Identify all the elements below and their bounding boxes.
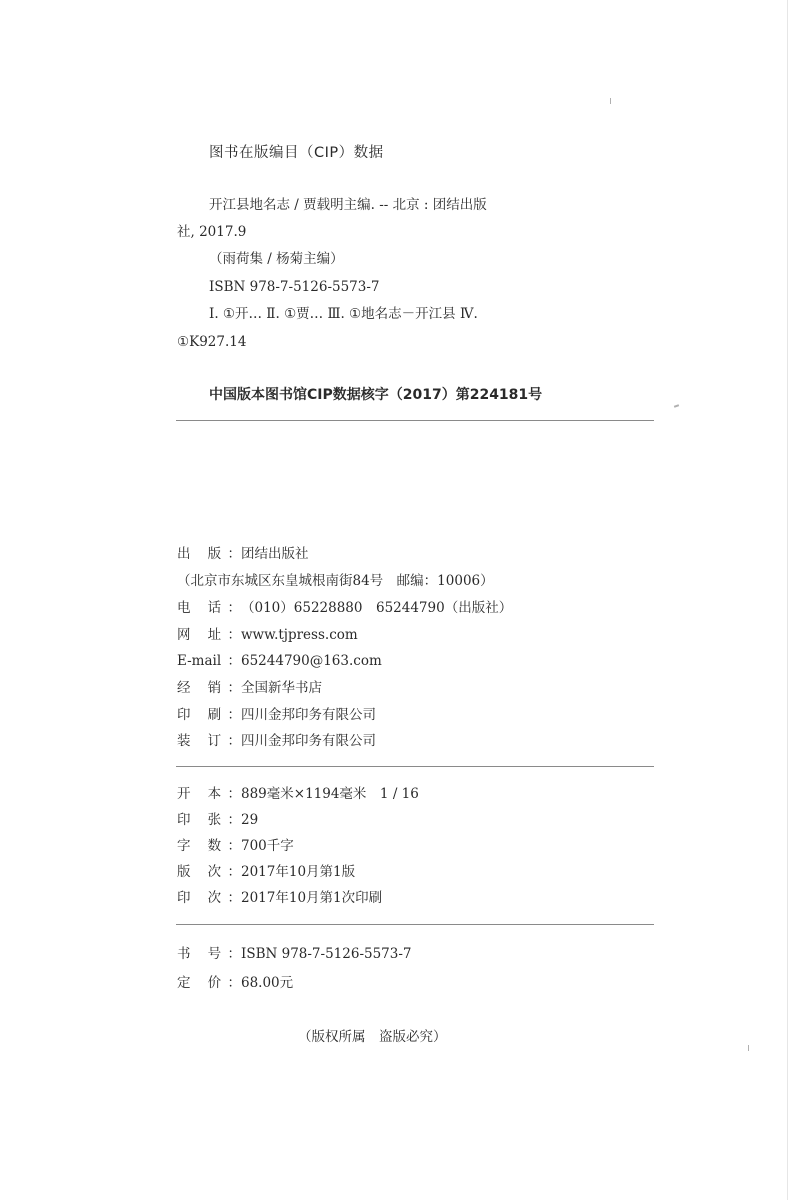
info-label: 网 址： [177, 627, 241, 643]
spec-value: 2017年10月第1版 [241, 864, 356, 880]
info-label: 装 订： [177, 733, 241, 749]
spec-row-edition [177, 864, 355, 880]
scan-speck [674, 404, 679, 408]
cip-line-6: ①K927.14 [177, 334, 247, 350]
book-row-isbn [177, 946, 412, 962]
info-value: 四川金邦印务有限公司 [241, 733, 376, 749]
info-value: 65244790@163.com [241, 653, 382, 669]
info-row-publisher [177, 546, 309, 562]
info-value: 团结出版社 [241, 546, 309, 562]
info-row-website [177, 627, 358, 643]
spec-row-word-count [177, 838, 294, 854]
spec-value: 700千字 [241, 838, 294, 854]
info-label: 印 刷： [177, 707, 241, 723]
spec-label: 字 数： [177, 838, 241, 854]
copyright-notice: （版权所属 盗版必究） [298, 1029, 447, 1045]
info-label: 出 版： [177, 546, 241, 562]
info-row-binder [177, 733, 376, 749]
spec-row-printing [177, 890, 382, 906]
book-label: 定 价： [177, 975, 241, 991]
cip-line-1: 开江县地名志 / 贾载明主编. -- 北京 : 团结出版 [209, 197, 487, 213]
divider-bottom [176, 924, 654, 925]
spec-value: 889毫米×1194毫米 1 / 16 [241, 786, 419, 802]
book-value: 68.00元 [241, 975, 294, 991]
info-value: www.tjpress.com [241, 627, 358, 643]
cip-line-2: 社, 2017.9 [177, 224, 247, 240]
spec-label: 印 次： [177, 890, 241, 906]
info-row-address [177, 573, 494, 589]
info-value: （010）65228880 65244790（出版社） [241, 600, 513, 616]
info-label: E-mail： [177, 653, 241, 669]
book-label: 书 号： [177, 946, 241, 962]
cip-record-number: 中国版本图书馆CIP数据核字（2017）第224181号 [209, 387, 543, 403]
scan-speck [610, 98, 611, 104]
cip-heading: 图书在版编目（CIP）数据 [209, 145, 384, 161]
book-row-price [177, 975, 293, 991]
info-value: （北京市东城区东皇城根南街84号 邮编：10006） [177, 573, 494, 589]
info-label: 经 销： [177, 680, 241, 696]
info-value: 四川金邦印务有限公司 [241, 707, 376, 723]
cip-line-3: （雨荷集 / 杨菊主编） [209, 251, 344, 267]
spec-row-format [177, 786, 419, 802]
spec-label: 印 张： [177, 812, 241, 828]
book-value: ISBN 978-7-5126-5573-7 [241, 946, 412, 962]
divider-top [176, 420, 654, 421]
spec-value: 2017年10月第1次印刷 [241, 890, 383, 906]
cip-line-5: Ⅰ. ①开… Ⅱ. ①贾… Ⅲ. ①地名志－开江县 Ⅳ. [209, 306, 478, 322]
info-row-phone [177, 600, 512, 616]
scan-edge-line [787, 0, 788, 1200]
info-label: 电 话： [177, 600, 241, 616]
spec-label: 开 本： [177, 786, 241, 802]
scan-speck [748, 1045, 749, 1051]
info-row-email [177, 653, 382, 669]
info-row-printer [177, 707, 376, 723]
spec-row-sheets [177, 812, 258, 828]
divider-middle [176, 766, 654, 767]
spec-value: 29 [241, 812, 259, 828]
cip-line-4: ISBN 978-7-5126-5573-7 [209, 279, 380, 295]
info-value: 全国新华书店 [241, 680, 322, 696]
spec-label: 版 次： [177, 864, 241, 880]
info-row-distributor [177, 680, 322, 696]
